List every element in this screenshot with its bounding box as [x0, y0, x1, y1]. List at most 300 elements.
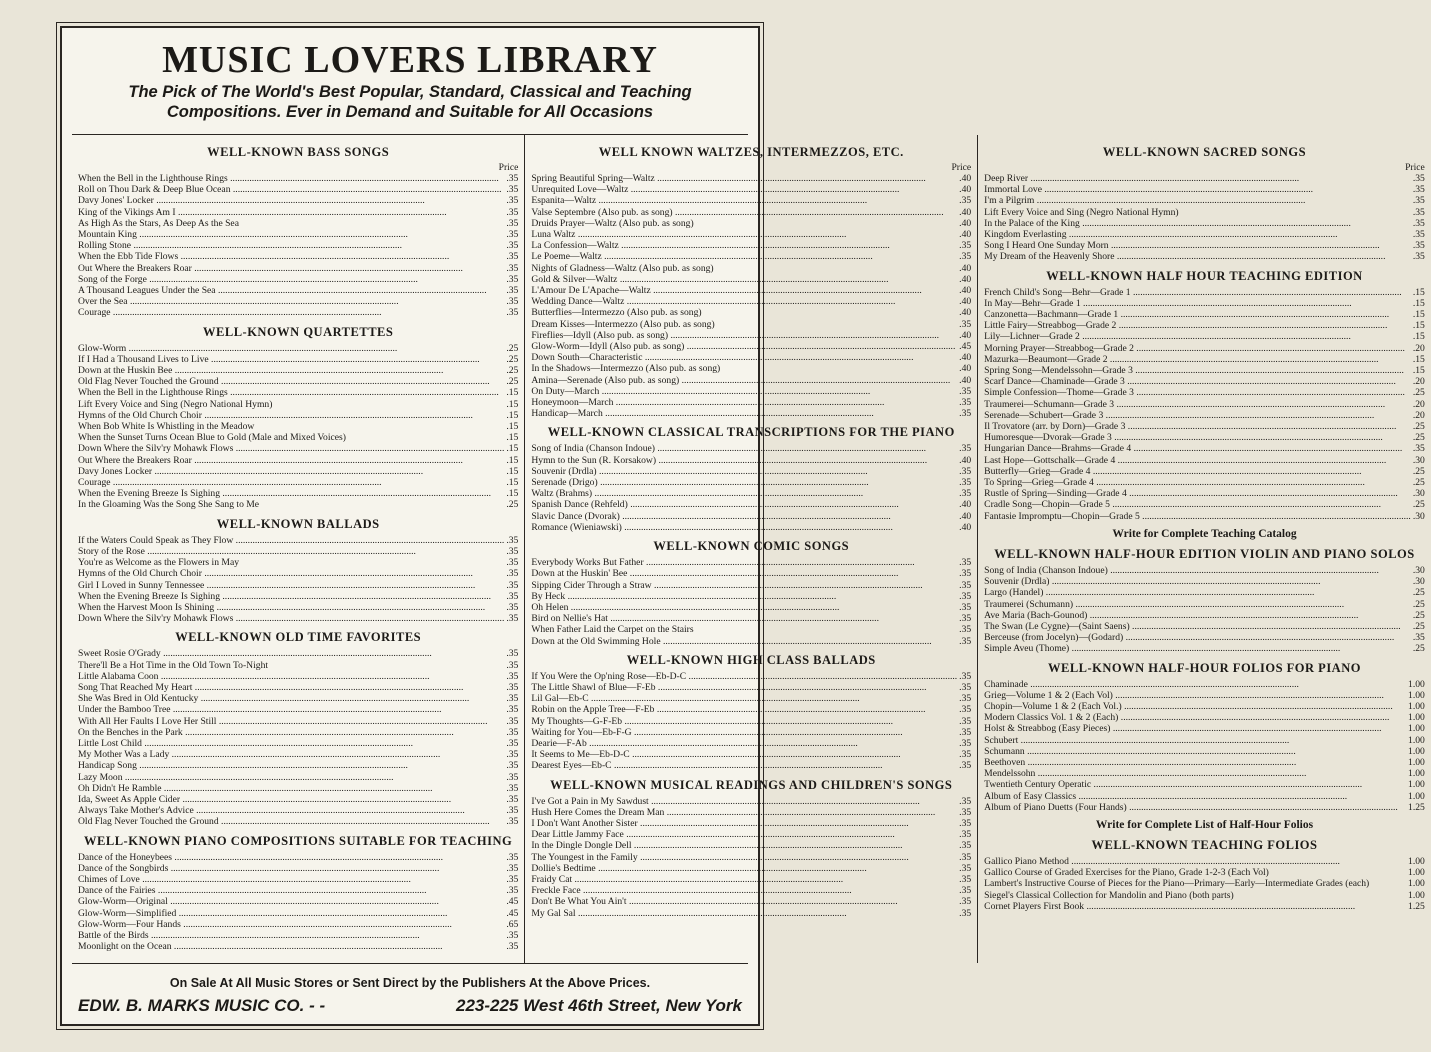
item-title: Dollie's Bedtime ..... — [531, 863, 957, 874]
list-item — [531, 207, 971, 218]
item-title: Roll on Thou Dark & Deep Blue Ocean ..... — [78, 184, 504, 195]
section-title: WELL-KNOWN MUSICAL READINGS AND CHILDREN'S SONGS — [550, 777, 953, 792]
list-item — [531, 195, 971, 206]
item-price: 1.00 — [1408, 768, 1425, 780]
item-price: .40 — [959, 352, 972, 364]
item-title: Sweet Rosie O'Grady ..... — [78, 648, 504, 659]
item-title: Don't Be What You Ain't ..... — [531, 896, 957, 907]
item-price: 1.00 — [1408, 734, 1425, 746]
item-title: Glow-Worm ..... — [78, 343, 504, 354]
item-price: .40 — [959, 510, 972, 522]
item-price: .25 — [1412, 609, 1425, 621]
list-item — [531, 738, 971, 749]
list-item — [984, 477, 1425, 488]
list-item — [78, 749, 518, 760]
item-title: In the Gloaming Was the Song She Sang to Me — [78, 499, 260, 511]
section-title: WELL-KNOWN SACRED SONGS — [1102, 145, 1307, 159]
item-price: .25 — [1412, 477, 1425, 489]
list-item — [78, 285, 518, 296]
item-price: .35 — [506, 805, 519, 817]
item-title: Lambert's Instructive Course of Pieces for the Piano—Primary—Early—Intermediate Grades (each) — [984, 878, 1370, 890]
list-item — [531, 251, 971, 262]
item-title: When the Bell in the Lighthouse Rings ..... — [78, 173, 504, 184]
list-item — [984, 511, 1425, 522]
list-item — [531, 885, 971, 896]
item-price: .15 — [506, 387, 519, 399]
item-price: .35 — [1412, 184, 1425, 196]
list-item — [78, 173, 518, 184]
item-title: Schubert ..... — [984, 735, 1406, 746]
list-item — [531, 296, 971, 307]
item-price: .35 — [1412, 251, 1425, 263]
item-title: Mendelssohn ..... — [984, 768, 1406, 779]
item-price: .35 — [959, 840, 972, 852]
list-item — [984, 432, 1425, 443]
item-price: .35 — [959, 397, 972, 409]
item-price: .40 — [959, 307, 972, 319]
item-price: .35 — [506, 229, 519, 241]
item-price: .15 — [506, 488, 519, 500]
list-item — [78, 716, 518, 727]
item-title: Album of Easy Classics ..... — [984, 791, 1406, 802]
list-item — [78, 499, 518, 510]
list-item — [78, 660, 518, 671]
item-title: If I Had a Thousand Lives to Live ..... — [78, 354, 504, 365]
item-price: .15 — [506, 409, 519, 421]
list-item — [531, 602, 971, 613]
list-item — [78, 908, 518, 919]
list-item — [78, 919, 518, 930]
item-title: Battle of the Birds ..... — [78, 930, 504, 941]
list-item — [531, 896, 971, 907]
item-price: .35 — [506, 760, 519, 772]
item-title: If the Waters Could Speak as They Flow ..... — [78, 535, 504, 546]
item-title: Robin on the Apple Tree—F-Eb ..... — [531, 704, 957, 715]
list-item — [531, 397, 971, 408]
list-item — [78, 772, 518, 783]
item-price: .35 — [959, 251, 972, 263]
item-title: Fireflies—Idyll (Also pub. as song) ..... — [531, 330, 957, 341]
item-title: Rustle of Spring—Sinding—Grade 4 ..... — [984, 488, 1411, 499]
item-title: In May—Behr—Grade 1 ..... — [984, 298, 1411, 309]
list-item — [531, 263, 971, 274]
list-item — [531, 749, 971, 760]
list-item — [78, 240, 518, 251]
list-item — [78, 488, 518, 499]
item-price: .35 — [959, 590, 972, 602]
list-item — [531, 840, 971, 851]
item-price: .35 — [506, 715, 519, 727]
list-item — [984, 240, 1425, 251]
list-item — [78, 591, 518, 602]
item-title: Butterfly—Grieg—Grade 4 ..... — [984, 466, 1411, 477]
item-title: Fraidy Cat ..... — [531, 874, 957, 885]
list-item — [531, 274, 971, 285]
item-price: .25 — [1412, 421, 1425, 433]
item-price: .20 — [1412, 342, 1425, 354]
item-price: .30 — [1412, 510, 1425, 522]
item-title: When the Sunset Turns Ocean Blue to Gold (Male and Mixed Voices) — [78, 432, 346, 444]
item-title: Deep River ..... — [984, 173, 1411, 184]
item-title: Glow-Worm—Four Hands ..... — [78, 919, 504, 930]
item-title: A Thousand Leagues Under the Sea ..... — [78, 285, 504, 296]
list-item — [531, 173, 971, 184]
list-item — [984, 229, 1425, 240]
item-price: 1.00 — [1408, 790, 1425, 802]
list-item — [531, 477, 971, 488]
column-right — [977, 135, 1431, 963]
list-item — [984, 410, 1425, 421]
list-item — [78, 421, 518, 432]
item-price: .45 — [959, 341, 972, 353]
list-item — [984, 354, 1425, 365]
footer-sale-note: On Sale At All Music Stores or Sent Direct by the Publishers At the Above Prices. — [169, 976, 651, 990]
item-price: .35 — [506, 659, 519, 671]
item-price: .35 — [959, 635, 972, 647]
item-price: .35 — [959, 408, 972, 420]
list-item — [531, 807, 971, 818]
section-title: WELL-KNOWN COMIC SONGS — [653, 539, 850, 554]
item-price: .35 — [959, 829, 972, 841]
item-price: .25 — [1412, 587, 1425, 599]
item-title: Traumerei (Schumann) ..... — [984, 599, 1411, 610]
list-item — [984, 387, 1425, 398]
list-item — [984, 251, 1425, 262]
list-item — [78, 568, 518, 579]
item-price: .35 — [506, 704, 519, 716]
list-item — [78, 613, 518, 624]
item-title: Dance of the Songbirds ..... — [78, 863, 504, 874]
item-price: .35 — [1412, 632, 1425, 644]
item-price: .35 — [959, 749, 972, 761]
item-price: 1.00 — [1408, 756, 1425, 768]
list-item — [78, 671, 518, 682]
list-item — [984, 712, 1425, 723]
item-price: .35 — [959, 240, 972, 252]
list-item — [531, 499, 971, 510]
publisher-address: 223-225 West 46th Street, New York — [456, 996, 742, 1015]
item-price: .35 — [506, 782, 519, 794]
item-price: .35 — [506, 195, 519, 207]
item-title: Courage ..... — [78, 477, 504, 488]
list-item — [78, 738, 518, 749]
item-price: 1.00 — [1408, 700, 1425, 712]
item-title: Waltz (Brahms) ..... — [531, 488, 957, 499]
item-title: Glow-Worm—Original ..... — [78, 896, 504, 907]
item-price: .30 — [1412, 488, 1425, 500]
item-title: Lift Every Voice and Sing (Negro National Hymn) — [78, 398, 273, 410]
item-price: .25 — [506, 353, 519, 365]
item-title: Lift Every Voice and Sing (Negro National Hymn) — [984, 206, 1179, 218]
item-title: Song of India (Chanson Indoue) ..... — [984, 565, 1411, 576]
list-item — [78, 805, 518, 816]
list-item — [78, 251, 518, 262]
item-price: .35 — [506, 590, 519, 602]
item-price: .35 — [1412, 217, 1425, 229]
list-item — [78, 296, 518, 307]
list-item — [78, 410, 518, 421]
item-title: Little Alabama Coon ..... — [78, 671, 504, 682]
item-price: .35 — [506, 251, 519, 263]
list-item — [531, 760, 971, 771]
list-item — [531, 863, 971, 874]
item-title: Gold & Silver—Waltz ..... — [531, 274, 957, 285]
item-price: .40 — [959, 521, 972, 533]
item-price: .35 — [1412, 443, 1425, 455]
item-title: Song of India (Chanson Indoue) ..... — [531, 443, 957, 454]
list-item — [984, 757, 1425, 768]
item-title: Beethoven ..... — [984, 757, 1406, 768]
item-title: Out Where the Breakers Roar ..... — [78, 455, 504, 466]
list-item — [531, 443, 971, 454]
item-title: Song That Reached My Heart ..... — [78, 682, 504, 693]
section-title: WELL KNOWN WALTZES, INTERMEZZOS, ETC. — [598, 145, 904, 159]
list-item — [531, 408, 971, 419]
item-title: My Mother Was a Lady ..... — [78, 749, 504, 760]
list-item — [78, 399, 518, 410]
item-title: Spanish Dance (Rehfeld) ..... — [531, 499, 957, 510]
item-title: My Dream of the Heavenly Shore ..... — [984, 251, 1411, 262]
list-item — [78, 760, 518, 771]
list-item — [984, 890, 1425, 901]
subtitle-line-1: The Pick of The World's Best Popular, Standard, Classical and Teaching — [128, 83, 692, 101]
item-title: My Gal Sal ..... — [531, 908, 957, 919]
item-title: Immortal Love ..... — [984, 184, 1411, 195]
list-item — [78, 218, 518, 229]
price-column-header: Price — [1405, 162, 1425, 173]
item-price: 1.25 — [1408, 801, 1425, 813]
item-title: I'm a Pilgrim ..... — [984, 195, 1411, 206]
price-column-header: Price — [498, 162, 519, 173]
item-title: On Duty—March ..... — [531, 386, 957, 397]
item-price: .35 — [506, 737, 519, 749]
item-price: .15 — [1412, 286, 1425, 298]
list-item — [78, 263, 518, 274]
list-item — [531, 636, 971, 647]
list-item — [984, 173, 1425, 184]
item-price: .15 — [1412, 309, 1425, 321]
list-item — [78, 885, 518, 896]
list-item — [78, 941, 518, 952]
list-item — [984, 701, 1425, 712]
item-price: .35 — [959, 624, 972, 636]
item-price: .35 — [506, 851, 519, 863]
item-title: Morning Prayer—Streabbog—Grade 2 ..... — [984, 343, 1411, 354]
item-title: Schumann ..... — [984, 746, 1406, 757]
list-item — [984, 599, 1425, 610]
page-title: MUSIC LOVERS LIBRARY — [162, 39, 658, 81]
column-left — [72, 135, 524, 963]
item-title: Berceuse (from Jocelyn)—(Godard) ..... — [984, 632, 1411, 643]
catalog-page — [60, 26, 1425, 1026]
list-item — [984, 632, 1425, 643]
list-item — [984, 455, 1425, 466]
item-price: .35 — [506, 173, 519, 184]
item-title: Down at the Old Swimming Hole ..... — [531, 636, 957, 647]
item-title: On the Benches in the Park ..... — [78, 727, 504, 738]
item-price: .35 — [506, 749, 519, 761]
item-title: In the Palace of the King ..... — [984, 218, 1411, 229]
item-title: Spring Song—Mendelssohn—Grade 3 ..... — [984, 365, 1411, 376]
item-price: .15 — [1412, 320, 1425, 332]
item-title: Glow-Worm—Idyll (Also pub. as song) ..... — [531, 341, 957, 352]
item-price: .35 — [959, 851, 972, 863]
item-title: If You Were the Op'ning Rose—Eb-D-C ..... — [531, 671, 957, 682]
item-price: .40 — [959, 374, 972, 386]
list-item — [78, 896, 518, 907]
item-title: Bird on Nellie's Hat ..... — [531, 613, 957, 624]
item-title: Dance of the Honeybees ..... — [78, 852, 504, 863]
list-item — [531, 852, 971, 863]
list-item — [78, 229, 518, 240]
item-price: .30 — [1412, 454, 1425, 466]
item-title: Down Where the Silv'ry Mohawk Flows ..... — [78, 443, 504, 454]
list-item — [531, 671, 971, 682]
section-title: WELL-KNOWN HALF-HOUR FOLIOS FOR PIANO — [1048, 660, 1361, 675]
item-title: Grieg—Volume 1 & 2 (Each Vol) ..... — [984, 690, 1406, 701]
list-item — [78, 387, 518, 398]
item-price: .35 — [959, 443, 972, 455]
item-title: Sipping Cider Through a Straw ..... — [531, 580, 957, 591]
item-price: .35 — [959, 896, 972, 908]
list-item — [531, 522, 971, 533]
item-price: .35 — [959, 318, 972, 330]
item-title: Romance (Wieniawski) ..... — [531, 522, 957, 533]
item-title: Album of Piano Duetts (Four Hands) ..... — [984, 802, 1406, 813]
list-item — [78, 557, 518, 568]
item-price: .35 — [506, 240, 519, 252]
list-item — [531, 375, 971, 386]
item-price: .15 — [506, 454, 519, 466]
list-item — [984, 867, 1425, 878]
list-item — [984, 499, 1425, 510]
list-item — [531, 319, 971, 330]
item-price: .35 — [506, 601, 519, 613]
list-item — [78, 704, 518, 715]
item-title: Little Lost Child ..... — [78, 738, 504, 749]
item-title: Butterflies—Intermezzo (Also pub. as song) — [531, 307, 702, 319]
item-title: When Father Laid the Carpet on the Stairs — [531, 624, 694, 636]
item-price: .15 — [506, 477, 519, 489]
item-title: Davy Jones' Locker ..... — [78, 195, 504, 206]
item-price: .35 — [506, 545, 519, 557]
list-item — [984, 723, 1425, 734]
item-title: Oh Didn't He Ramble ..... — [78, 783, 504, 794]
item-title: La Confession—Waltz ..... — [531, 240, 957, 251]
item-price: .35 — [959, 737, 972, 749]
item-price: .15 — [1412, 365, 1425, 377]
item-price: .35 — [959, 693, 972, 705]
item-price: .35 — [506, 726, 519, 738]
item-price: .35 — [959, 385, 972, 397]
list-item — [78, 852, 518, 863]
list-item — [984, 878, 1425, 889]
item-price: .20 — [1412, 376, 1425, 388]
item-title: Nights of Gladness—Waltz (Also pub. as song) — [531, 262, 714, 274]
item-price: .15 — [1412, 331, 1425, 343]
item-price: .35 — [506, 206, 519, 218]
list-item — [78, 535, 518, 546]
item-price: .35 — [506, 184, 519, 196]
item-title: Modern Classics Vol. 1 & 2 (Each) ..... — [984, 712, 1406, 723]
item-title: Down at the Huskin Bee ..... — [78, 365, 504, 376]
item-title: Always Take Mother's Advice ..... — [78, 805, 504, 816]
list-item — [984, 287, 1425, 298]
item-price: .30 — [1412, 564, 1425, 576]
list-item — [531, 466, 971, 477]
list-item — [531, 568, 971, 579]
item-price: .35 — [1412, 240, 1425, 252]
section-title: WELL-KNOWN HALF HOUR TEACHING EDITION — [1046, 268, 1363, 283]
list-item — [984, 218, 1425, 229]
item-title: Everybody Works But Father ..... — [531, 557, 957, 568]
item-price: .35 — [506, 693, 519, 705]
footer-publisher-line — [72, 996, 748, 1016]
list-item — [531, 716, 971, 727]
item-price: .35 — [959, 885, 972, 897]
section-title: WELL-KNOWN CLASSICAL TRANSCRIPTIONS FOR THE PIANO — [547, 425, 955, 440]
item-price: .35 — [959, 795, 972, 807]
item-price: .35 — [1412, 173, 1425, 184]
item-price: .35 — [959, 568, 972, 580]
item-title: Waiting for You—Eb-F-G ..... — [531, 727, 957, 738]
publisher-name: EDW. B. MARKS MUSIC CO. - - — [78, 996, 326, 1015]
list-item — [531, 727, 971, 738]
list-item — [984, 376, 1425, 387]
list-item — [531, 693, 971, 704]
item-price: .35 — [506, 670, 519, 682]
list-item — [984, 768, 1425, 779]
item-price: .20 — [1412, 398, 1425, 410]
item-title: Story of the Rose ..... — [78, 546, 504, 557]
list-item — [984, 466, 1425, 477]
item-price: .35 — [959, 907, 972, 919]
list-item — [78, 343, 518, 354]
list-item — [78, 930, 518, 941]
list-item — [984, 443, 1425, 454]
item-title: Wedding Dance—Waltz ..... — [531, 296, 957, 307]
section-title: WELL-KNOWN HALF-HOUR EDITION VIOLIN AND PIANO SOLOS — [994, 546, 1415, 561]
list-item — [78, 546, 518, 557]
item-price: .35 — [959, 862, 972, 874]
item-title: Traumerei—Schumann—Grade 3 ..... — [984, 399, 1411, 410]
item-title: Luna Waltz ..... — [531, 229, 957, 240]
item-title: Mazurka—Beaumont—Grade 2 ..... — [984, 354, 1411, 365]
item-title: Down South—Characteristic ..... — [531, 352, 957, 363]
list-item — [984, 779, 1425, 790]
item-price: .40 — [959, 184, 972, 196]
item-price: .25 — [1412, 465, 1425, 477]
item-title: Chaminade ..... — [984, 679, 1406, 690]
item-price: .25 — [506, 499, 519, 511]
item-price: .40 — [959, 273, 972, 285]
list-item — [984, 856, 1425, 867]
item-price: .35 — [506, 534, 519, 546]
list-item — [78, 195, 518, 206]
item-title: Handicap—March ..... — [531, 408, 957, 419]
item-title: Hush Here Comes the Dream Man ..... — [531, 807, 957, 818]
item-price: .25 — [506, 365, 519, 377]
list-item — [78, 432, 518, 443]
item-title: Druids Prayer—Waltz (Also pub. as song) — [531, 217, 694, 229]
item-title: Out Where the Breakers Roar ..... — [78, 263, 504, 274]
item-price: .25 — [506, 376, 519, 388]
item-title: Gallico Course of Graded Exercises for the Piano, Grade 1-2-3 (Each Vol) — [984, 867, 1269, 879]
item-price: 1.00 — [1408, 779, 1425, 791]
list-item — [531, 580, 971, 591]
list-item — [984, 746, 1425, 757]
item-title: Honeymoon—March ..... — [531, 397, 957, 408]
